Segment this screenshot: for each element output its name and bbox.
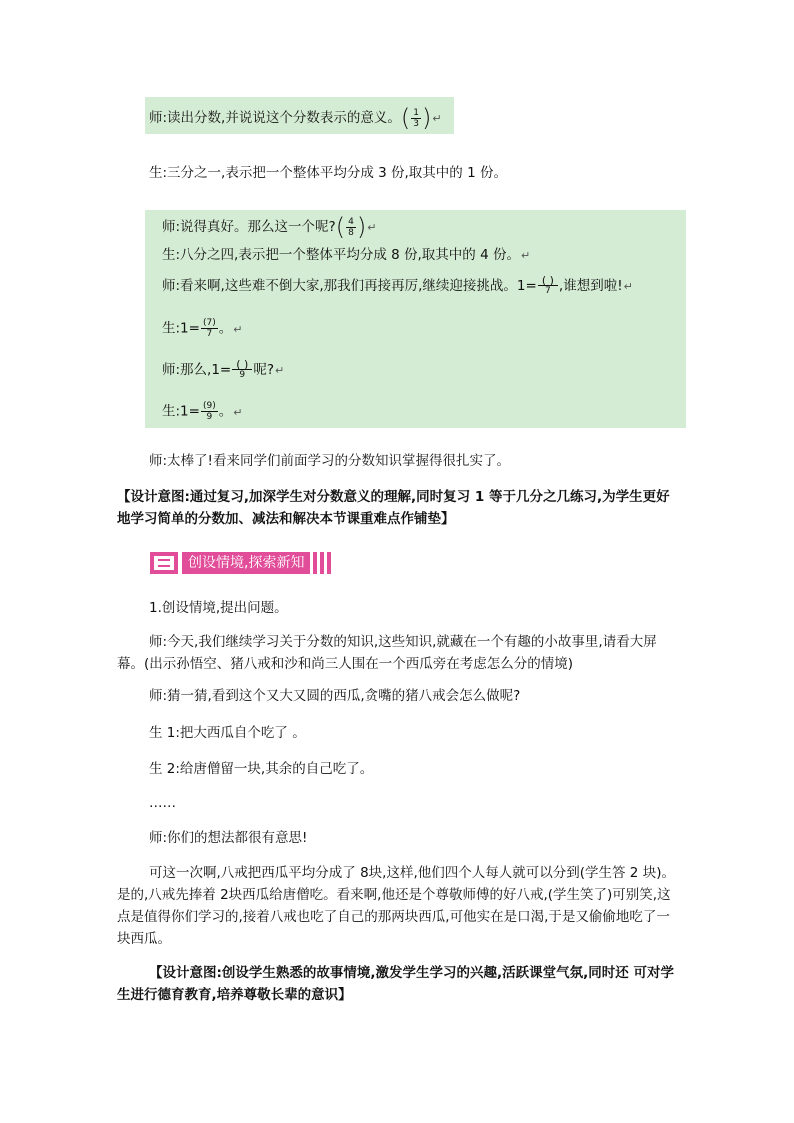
student-1-answer: 生 1:把大西瓜自个吃了 。: [149, 725, 306, 741]
student-answer-3: 生:1= $\frac{(7)}{7}$ 。↵: [162, 318, 243, 339]
section-title: 创设情境,探索新知: [182, 552, 310, 574]
teacher-challenge: 师:看来啊,这些难不倒大家,那我们再接再厉,继续迎接挑战。1= $\frac{( )}{7}$ ,谁想到啦!↵: [162, 274, 633, 296]
section-number-two-icon: [150, 552, 178, 574]
design-intent-2: 【设计意图:创设学生熟悉的故事情境,激发学生学习的兴趣,活跃课堂气氛,同时还 可对学生进行德育教育,培养尊敬长辈的意识】: [117, 965, 674, 1003]
teacher-comment: 师:你们的想法都很有意思!: [149, 830, 308, 846]
teacher-question-3: 师:那么,1= $\frac{( )}{9}$ 呢?↵: [162, 358, 285, 380]
student-answer-2: 生:八分之四,表示把一个整体平均分成 8 份,取其中的 4 份。↵: [162, 247, 531, 263]
fraction-blank-over-7: $\frac{( )}{7}$: [538, 276, 558, 296]
teacher-question-1: 师:读出分数,并说说这个分数表示的意义。 ( $\frac{1}{3}$ ) ↵: [149, 104, 442, 132]
section-decoration: [313, 552, 334, 574]
student-answer-4: 生:1= $\frac{(9)}{9}$ 。↵: [162, 401, 243, 422]
fraction-7-7: $\frac{(7)}{7}$: [202, 318, 216, 339]
fraction-blank-over-9: $\frac{( )}{9}$: [232, 360, 252, 380]
design-intent-1: 【设计意图:通过复习,加深学生对分数意义的理解,同时复习 1 等于几分之几练习,为学生更好地学习简单的分数加、减法和解决本节课重难点作铺垫】: [117, 489, 670, 527]
teacher-question-2: 师:说得真好。那么这一个呢? ( $\frac{4}{8}$ ) ↵: [162, 213, 377, 241]
story-paragraph: 可这一次啊,八戒把西瓜平均分成了 8块,这样,他们四个人每人就可以分到(学生答 2 块)。是的,八戒先捧着 2块西瓜给唐僧吃。看来啊,他还是个尊敬师傅的好八戒,(学生笑了)可别笑,这点是值得你们学习的,接着八戒也吃了自己的那两块西瓜,可他实在是口渴,于是又偷偷地吃了一块西瓜。: [117, 865, 675, 947]
fraction-9-9: $\frac{(9)}{9}$: [202, 401, 216, 422]
student-answer-1: 生:三分之一,表示把一个整体平均分成 3 份,取其中的 1 份。: [149, 165, 507, 181]
fraction-one-third: ( $\frac{1}{3}$ ): [400, 104, 432, 132]
section-header-2: [150, 552, 334, 574]
fraction-four-eighths: ( $\frac{4}{8}$ ): [335, 213, 367, 241]
paragraph-mark: ↵: [432, 112, 442, 125]
teacher-intro-paragraph: 师:今天,我们继续学习关于分数的知识,这些知识,就藏在一个有趣的小故事里,请看大屏幕。(出示孙悟空、猪八戒和沙和尚三人围在一个西瓜旁在考虑怎么分的情境): [117, 634, 657, 672]
student-2-answer: 生 2:给唐僧留一块,其余的自己吃了。: [149, 761, 374, 777]
teacher-guess-question: 师:猜一猜,看到这个又大又圆的西瓜,贪嘴的猪八戒会怎么做呢?: [149, 688, 521, 704]
ellipsis: ……: [149, 795, 176, 811]
teacher-praise: 师:太棒了!看来同学们前面学习的分数知识掌握得很扎实了。: [149, 453, 510, 469]
step-heading: 1.创设情境,提出问题。: [149, 600, 288, 616]
